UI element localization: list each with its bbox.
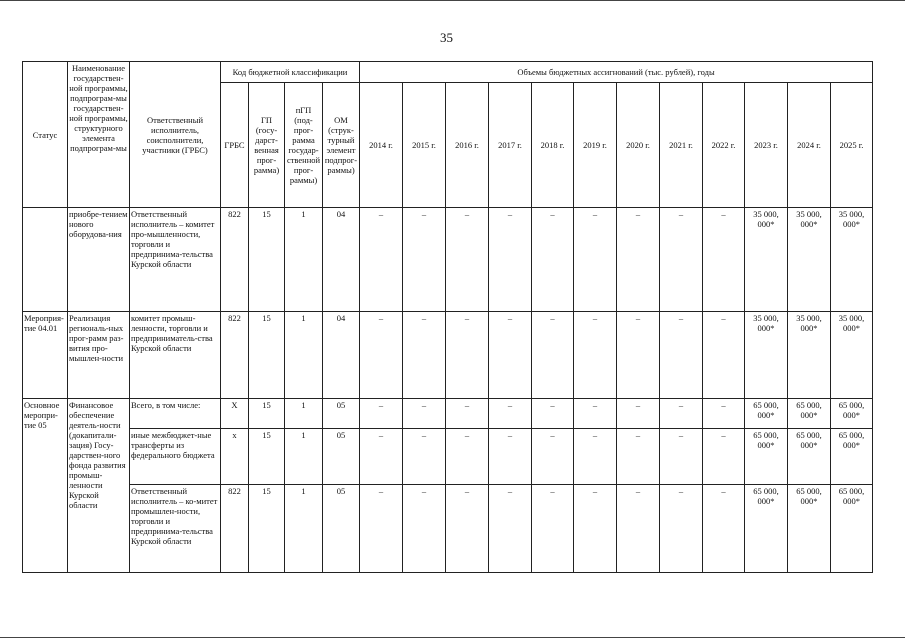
top-border bbox=[0, 0, 905, 1]
value-cell: 65 000, 000* bbox=[745, 485, 788, 573]
header-grbs: ГРБС bbox=[221, 83, 249, 208]
om-cell: 04 bbox=[323, 312, 360, 399]
value-cell: – bbox=[574, 399, 617, 429]
responsible-cell: комитет промыш-ленности, торговли и предприниматель-ства Курской области bbox=[130, 312, 221, 399]
value-cell: – bbox=[360, 399, 403, 429]
value-cell: – bbox=[532, 429, 574, 485]
value-cell: 65 000, 000* bbox=[831, 429, 873, 485]
value-cell: – bbox=[403, 312, 446, 399]
value-cell: – bbox=[446, 485, 489, 573]
value-cell: – bbox=[489, 429, 532, 485]
header-pgp: пГП (под-прог-рамма государ-ственной прог-раммы) bbox=[285, 83, 323, 208]
grbs-cell: Х bbox=[221, 399, 249, 429]
value-cell: – bbox=[703, 429, 745, 485]
value-cell: – bbox=[360, 312, 403, 399]
value-cell: 35 000, 000* bbox=[788, 208, 831, 312]
header-name: Наименование государствен-ной программы, подпрограм-мы государствен-ной программы, структурного элемента подпрограм-мы bbox=[68, 62, 130, 208]
value-cell: – bbox=[660, 399, 703, 429]
value-cell: – bbox=[532, 485, 574, 573]
table-row bbox=[23, 399, 873, 429]
value-cell: – bbox=[574, 485, 617, 573]
value-cell: – bbox=[403, 429, 446, 485]
grbs-cell: 822 bbox=[221, 312, 249, 399]
header-year: 2021 г. bbox=[660, 83, 703, 208]
value-cell: – bbox=[660, 485, 703, 573]
value-cell: – bbox=[446, 312, 489, 399]
value-cell: – bbox=[660, 429, 703, 485]
value-cell: – bbox=[617, 208, 660, 312]
header-year: 2023 г. bbox=[745, 83, 788, 208]
header-code-group: Код бюджетной классификации bbox=[221, 62, 360, 83]
grbs-cell: 822 bbox=[221, 485, 249, 573]
value-cell: – bbox=[617, 312, 660, 399]
value-cell: 35 000, 000* bbox=[831, 208, 873, 312]
gp-cell: 15 bbox=[249, 399, 285, 429]
om-cell: 05 bbox=[323, 485, 360, 573]
value-cell: 65 000, 000* bbox=[788, 485, 831, 573]
header-year: 2025 г. bbox=[831, 83, 873, 208]
responsible-cell: Ответственный исполнитель – ко-митет промышлен-ности, торговли и предпринима-тельства Курской области bbox=[130, 485, 221, 573]
grbs-cell: х bbox=[221, 429, 249, 485]
value-cell: – bbox=[703, 399, 745, 429]
value-cell: 65 000, 000* bbox=[831, 485, 873, 573]
gp-cell: 15 bbox=[249, 208, 285, 312]
table-row bbox=[23, 429, 873, 485]
status-cell bbox=[23, 208, 68, 312]
value-cell: – bbox=[617, 485, 660, 573]
pgp-cell: 1 bbox=[285, 208, 323, 312]
pgp-cell: 1 bbox=[285, 429, 323, 485]
value-cell: – bbox=[703, 208, 745, 312]
om-cell: 05 bbox=[323, 399, 360, 429]
value-cell: – bbox=[660, 312, 703, 399]
value-cell: 65 000, 000* bbox=[745, 399, 788, 429]
responsible-cell: Ответственный исполнитель – комитет про-мышленности, торговли и предпринима-тельства Курской области bbox=[130, 208, 221, 312]
gp-cell: 15 bbox=[249, 485, 285, 573]
header-year: 2024 г. bbox=[788, 83, 831, 208]
value-cell: – bbox=[617, 399, 660, 429]
value-cell: – bbox=[360, 485, 403, 573]
grbs-cell: 822 bbox=[221, 208, 249, 312]
name-cell: Финансовое обеспечение деятель-ности (докапитали-зация) Госу-дарствен-ного фонда развития промыш-ленности Курской области bbox=[68, 399, 130, 573]
value-cell: 65 000, 000* bbox=[788, 399, 831, 429]
value-cell: – bbox=[446, 399, 489, 429]
header-year: 2019 г. bbox=[574, 83, 617, 208]
value-cell: 35 000, 000* bbox=[788, 312, 831, 399]
value-cell: 35 000, 000* bbox=[831, 312, 873, 399]
value-cell: – bbox=[532, 208, 574, 312]
value-cell: – bbox=[446, 208, 489, 312]
header-year: 2014 г. bbox=[360, 83, 403, 208]
value-cell: – bbox=[403, 208, 446, 312]
table-row bbox=[23, 312, 873, 399]
value-cell: 35 000, 000* bbox=[745, 312, 788, 399]
value-cell: – bbox=[360, 429, 403, 485]
page-number: 35 bbox=[440, 30, 453, 45]
header-year: 2020 г. bbox=[617, 83, 660, 208]
header-responsible: Ответственный исполнитель, соисполнители, участники (ГРБС) bbox=[130, 62, 221, 208]
value-cell: – bbox=[574, 312, 617, 399]
value-cell: – bbox=[446, 429, 489, 485]
value-cell: 65 000, 000* bbox=[788, 429, 831, 485]
header-year: 2022 г. bbox=[703, 83, 745, 208]
status-cell: Мероприя-тие 04.01 bbox=[23, 312, 68, 399]
value-cell: 65 000, 000* bbox=[831, 399, 873, 429]
value-cell: – bbox=[489, 208, 532, 312]
header-year: 2016 г. bbox=[446, 83, 489, 208]
table-row bbox=[23, 485, 873, 573]
header-gp: ГП (госу-дарст-венная прог-рамма) bbox=[249, 83, 285, 208]
gp-cell: 15 bbox=[249, 312, 285, 399]
value-cell: – bbox=[403, 485, 446, 573]
value-cell: – bbox=[660, 208, 703, 312]
header-year: 2015 г. bbox=[403, 83, 446, 208]
om-cell: 05 bbox=[323, 429, 360, 485]
bottom-border bbox=[0, 637, 905, 638]
responsible-cell: иные межбюджет-ные трансферты из федерального бюджета bbox=[130, 429, 221, 485]
value-cell: 35 000, 000* bbox=[745, 208, 788, 312]
value-cell: – bbox=[532, 312, 574, 399]
responsible-cell: Всего, в том числе: bbox=[130, 399, 221, 429]
value-cell: – bbox=[403, 399, 446, 429]
value-cell: – bbox=[489, 485, 532, 573]
value-cell: – bbox=[703, 312, 745, 399]
pgp-cell: 1 bbox=[285, 485, 323, 573]
header-year: 2018 г. bbox=[532, 83, 574, 208]
value-cell: – bbox=[360, 208, 403, 312]
header-volume-group: Объемы бюджетных ассигнований (тыс. рублей), годы bbox=[360, 62, 873, 83]
value-cell: 65 000, 000* bbox=[745, 429, 788, 485]
pgp-cell: 1 bbox=[285, 312, 323, 399]
name-cell: Реализация региональ-ных прог-рамм раз-вития про-мышлен-ности bbox=[68, 312, 130, 399]
table-row bbox=[23, 208, 873, 312]
header-om: ОМ (струк-турный элемент подпрог-раммы) bbox=[323, 83, 360, 208]
pgp-cell: 1 bbox=[285, 399, 323, 429]
status-cell: Основное меропри-тие 05 bbox=[23, 399, 68, 573]
om-cell: 04 bbox=[323, 208, 360, 312]
value-cell: – bbox=[489, 312, 532, 399]
value-cell: – bbox=[574, 208, 617, 312]
value-cell: – bbox=[703, 485, 745, 573]
header-status: Статус bbox=[23, 62, 68, 208]
value-cell: – bbox=[532, 399, 574, 429]
value-cell: – bbox=[489, 399, 532, 429]
value-cell: – bbox=[574, 429, 617, 485]
budget-table bbox=[22, 61, 873, 573]
name-cell: приобре-тением нового оборудова-ния bbox=[68, 208, 130, 312]
value-cell: – bbox=[617, 429, 660, 485]
header-year: 2017 г. bbox=[489, 83, 532, 208]
gp-cell: 15 bbox=[249, 429, 285, 485]
